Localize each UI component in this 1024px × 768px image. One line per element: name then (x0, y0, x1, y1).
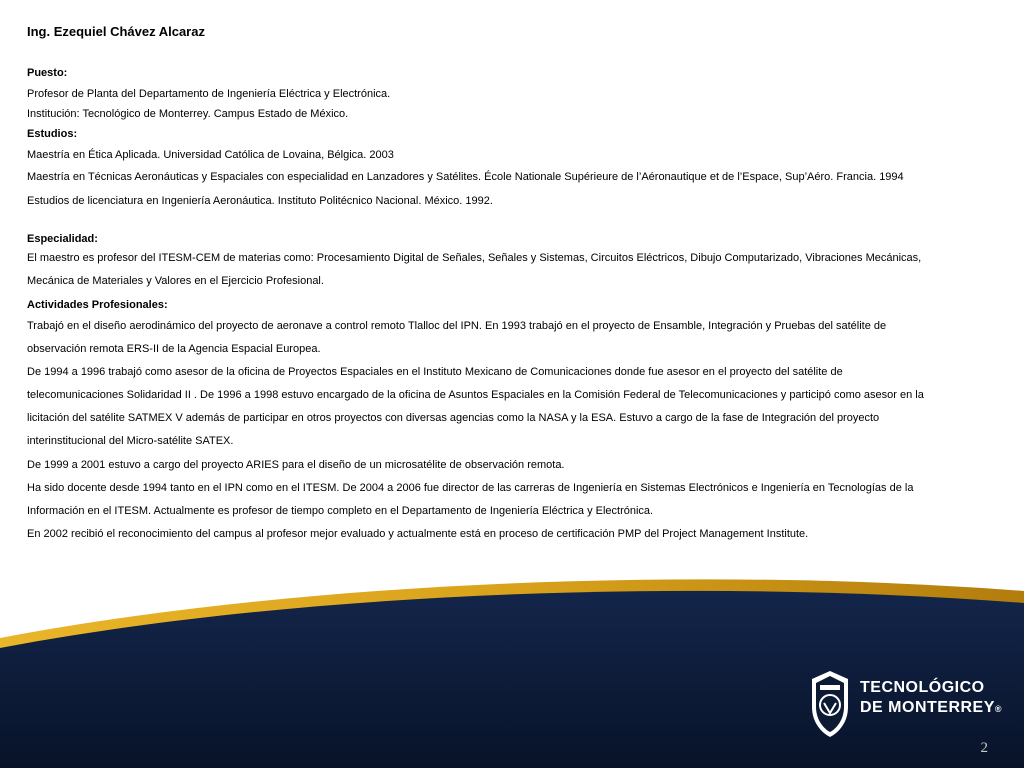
actividades-line: En 2002 recibió el reconocimiento del campus al profesor mejor evaluado y actualmente está en proceso de certificación PMP del Project Management Institute. (27, 528, 809, 540)
estudios-line: Maestría en Técnicas Aeronáuticas y Espaciales con especialidad en Lanzadores y Satélites. École Nationale Supérieure de l’Aéronautique et de l’Espace, Sup’Aéro. Francia. 1994 (27, 171, 904, 183)
actividades-line: Trabajó en el diseño aerodinámico del proyecto de aeronave a control remoto Tlalloc del IPN. En 1993 trabajó en el proyecto de Ensamble, Integración y Pruebas del satélite de (27, 320, 887, 332)
estudios-line: Maestría en Ética Aplicada. Universidad Católica de Lovaina, Bélgica. 2003 (27, 149, 394, 161)
actividades-title: Actividades Profesionales: (27, 299, 168, 311)
logo-line-2 (860, 698, 1002, 719)
tec-monterrey-logo (806, 667, 1006, 743)
especialidad-line: El maestro es profesor del ITESM-CEM de materias como: Procesamiento Digital de Señales, Señales y Sistemas, Circuitos Eléctricos, Dibujo Computarizado, Vibraciones Mecánicas, (27, 252, 922, 264)
actividades-line: telecomunicaciones Solidaridad II . De 1996 a 1998 estuvo encargado de la oficina de Asuntos Espaciales en la Comisión Federal de Telecomunicaciones y participó como asesor en la (27, 389, 924, 401)
actividades-line: De 1994 a 1996 trabajó como asesor de la oficina de Proyectos Espaciales en el Instituto Mexicano de Comunicaciones donde fue asesor en el proyecto del satélite de (27, 366, 843, 378)
logo-line-1: TECNOLÓGICO (860, 679, 985, 696)
actividades-line: observación remota ERS-II de la Agencia Espacial Europea. (27, 343, 321, 355)
logo-line-2-text: DE MONTERREY (860, 699, 995, 716)
puesto-title: Puesto: (27, 67, 68, 79)
especialidad-line: Mecánica de Materiales y Valores en el Ejercicio Profesional. (27, 275, 324, 287)
actividades-line: licitación del satélite SATMEX V además de participar en otros proyectos con diversas agencias como la NASA y la ESA. Estuvo a cargo de la fase de Integración del proyecto (27, 412, 880, 424)
actividades-line: interinstitucional del Micro-satélite SATEX. (27, 435, 234, 447)
puesto-line: Institución: Tecnológico de Monterrey. Campus Estado de México. (27, 108, 349, 120)
logo-wordmark (860, 678, 1002, 719)
estudios-line: Estudios de licenciatura en Ingeniería Aeronáutica. Instituto Politécnico Nacional. México. 1992. (27, 195, 493, 207)
actividades-line: Ha sido docente desde 1994 tanto en el IPN como en el ITESM. De 2004 a 2006 fue director de las carreras de Ingeniería en Sistemas Electrónicos e Ingeniería en Tecnologías de la (27, 482, 914, 494)
page-number: 2 (980, 740, 988, 756)
puesto-line: Profesor de Planta del Departamento de Ingeniería Eléctrica y Electrónica. (27, 88, 391, 100)
actividades-line: Información en el ITESM. Actualmente es profesor de tiempo completo en el Departamento de Ingeniería Eléctrica y Electrónica. (27, 505, 654, 517)
especialidad-title: Especialidad: (27, 233, 98, 245)
actividades-line: De 1999 a 2001 estuvo a cargo del proyecto ARIES para el diseño de un microsatélite de observación remota. (27, 459, 565, 471)
estudios-title: Estudios: (27, 128, 78, 140)
profile-name: Ing. Ezequiel Chávez Alcaraz (27, 24, 205, 39)
institution-seal-icon (806, 667, 854, 739)
registered-mark: ® (994, 704, 1003, 714)
